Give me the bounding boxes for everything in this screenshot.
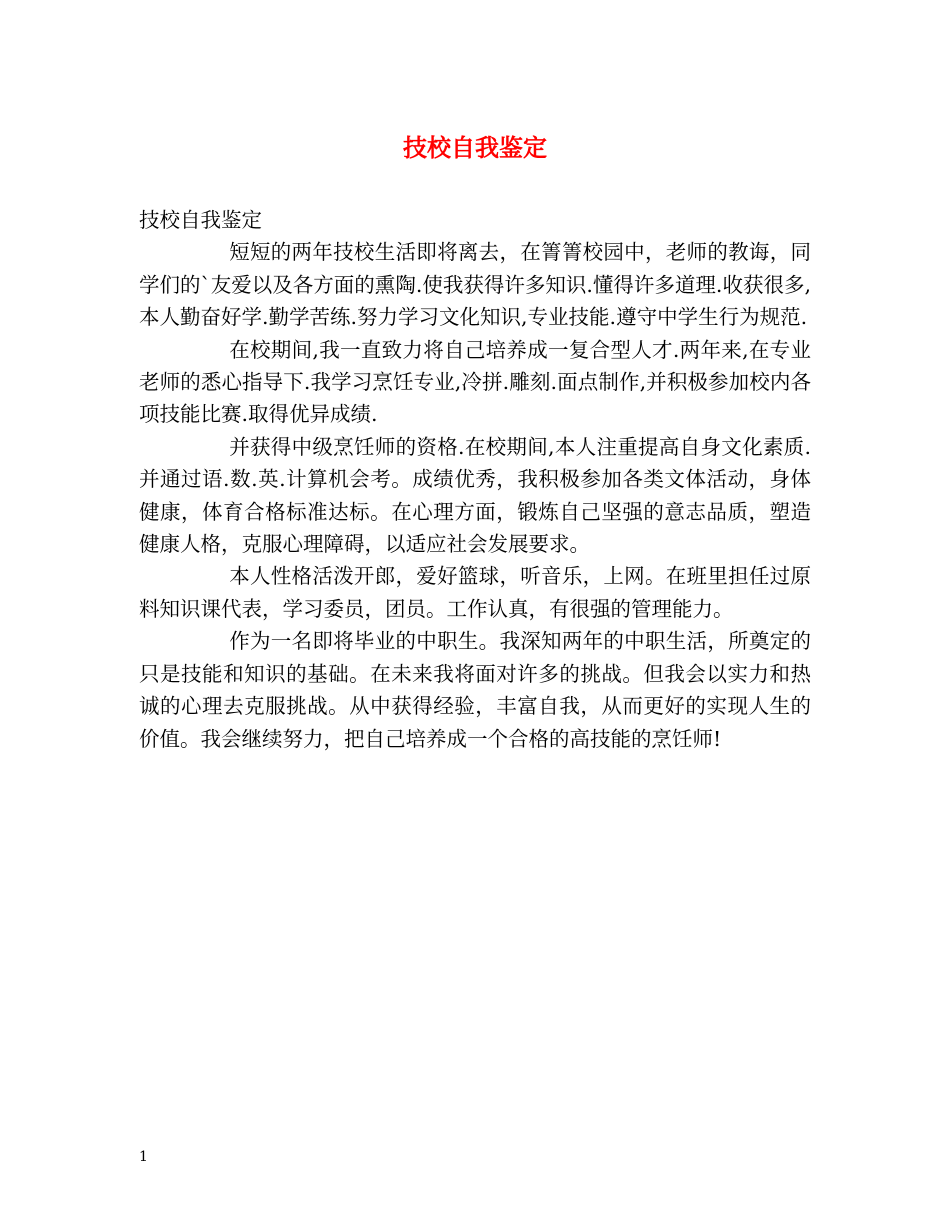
page-number: 1 <box>139 1149 148 1165</box>
paragraph-3: 并获得中级烹饪师的资格.在校期间,本人注重提高自身文化素质.并通过语.数.英.计算机会考。成绩优秀，我积极参加各类文体活动，身体健康，体育合格标准达标。在心理方面，锻炼自己坚强的意志品质，塑造健康人格，克服心理障碍，以适应社会发展要求。 <box>139 434 811 557</box>
paragraph-1: 短短的两年技校生活即将离去，在箐箐校园中，老师的教诲，同学们的`友爱以及各方面的熏陶.使我获得许多知识.懂得许多道理.收获很多,本人勤奋好学.勤学苦练.努力学习文化知识,专业技能.遵守中学生行为规范. <box>139 240 811 330</box>
document-title: 技校自我鉴定 <box>403 133 547 162</box>
paragraph-4: 本人性格活泼开郎，爱好篮球，听音乐，上网。在班里担任过原料知识课代表，学习委员，团员。工作认真，有很强的管理能力。 <box>139 564 811 621</box>
paragraph-5: 作为一名即将毕业的中职生。我深知两年的中职生活，所奠定的只是技能和知识的基础。在未来我将面对许多的挑战。但我会以实力和热诚的心理去克服挑战。从中获得经验，丰富自我，从而更好的实现人生的价值。我会继续努力，把自己培养成一个合格的高技能的烹饪师! <box>139 629 811 751</box>
document-subtitle: 技校自我鉴定 <box>139 208 262 232</box>
paragraph-2: 在校期间,我一直致力将自己培养成一复合型人才.两年来,在专业老师的悉心指导下.我学习烹饪专业,冷拼.雕刻.面点制作,并积极参加校内各项技能比赛.取得优异成绩. <box>139 337 811 427</box>
document-body <box>139 204 811 755</box>
